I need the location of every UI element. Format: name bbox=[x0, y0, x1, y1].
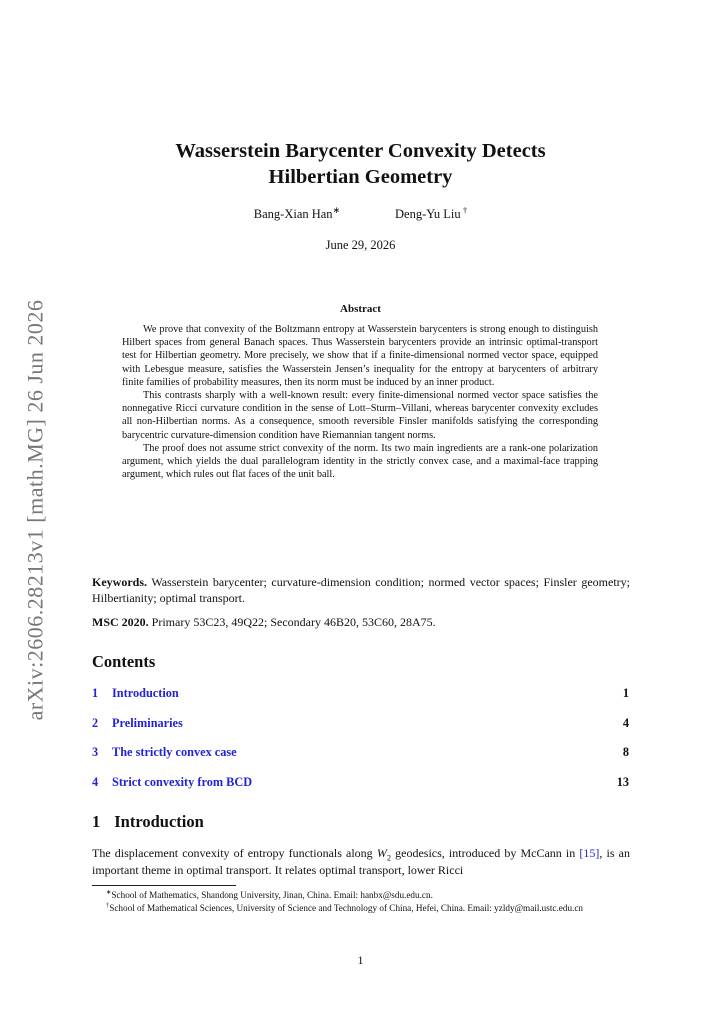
section-title: Introduction bbox=[114, 812, 204, 831]
toc-number: 4 bbox=[92, 774, 99, 789]
arxiv-stamp bbox=[10, 283, 60, 737]
author-2 bbox=[395, 204, 468, 221]
author-2-mark: † bbox=[460, 204, 468, 215]
footnote-1-mark: ∗ bbox=[106, 888, 112, 896]
toc-entry-strictly-convex-case[interactable] bbox=[92, 745, 629, 775]
intro-text-1: The displacement convexity of entropy functionals along bbox=[92, 846, 377, 860]
toc-page: 1 bbox=[622, 686, 629, 700]
toc-link-preliminaries[interactable] bbox=[92, 716, 183, 731]
footnote-1-text: School of Mathematics, Shandong University, Jinan, China. Email: hanbx@sdu.edu.cn. bbox=[111, 890, 433, 900]
section-number: 1 bbox=[92, 812, 101, 831]
toc-number: 2 bbox=[92, 715, 99, 730]
msc-classification bbox=[92, 614, 630, 630]
footnote-1 bbox=[92, 889, 630, 902]
toc-number: 1 bbox=[92, 686, 99, 700]
toc-link-strict-convexity-from-bcd[interactable] bbox=[92, 775, 252, 790]
author-list bbox=[92, 204, 629, 222]
abstract-heading: Abstract bbox=[340, 303, 381, 315]
title-line-2: Hilbertian Geometry bbox=[268, 166, 453, 188]
footnote-rule bbox=[92, 885, 236, 886]
toc-page: 8 bbox=[622, 745, 629, 760]
page-number: 1 bbox=[357, 953, 364, 967]
citation-link[interactable]: [15] bbox=[579, 846, 600, 860]
footnote-2-text: School of Mathematical Sciences, University of Science and Technology of China, Hefei, China. Email: yzldy@mail.ustc.edu.cn bbox=[109, 902, 584, 913]
footnote-2-mark: † bbox=[106, 901, 110, 909]
paper-title bbox=[92, 138, 629, 190]
footnote-2 bbox=[92, 902, 630, 915]
author-1 bbox=[253, 204, 340, 221]
math-w: W bbox=[376, 846, 387, 860]
toc-number: 3 bbox=[92, 745, 99, 760]
intro-paragraph bbox=[92, 845, 630, 879]
section-heading-introduction bbox=[92, 812, 204, 832]
keywords-text: Wasserstein barycenter; curvature-dimension condition; normed vector spaces; Finsler geometry; Hilbertianity; optimal transport. bbox=[92, 575, 630, 605]
toc-page: 4 bbox=[622, 715, 629, 730]
abstract-paragraph-3: The proof does not assume strict convexity of the norm. Its two main ingredients are a rank-one polarization argument, which yields the dual parallelogram identity in the strictly convex case, and a maximal-face trapping argument, which rules out flat faces of the unit ball. bbox=[122, 442, 598, 481]
toc-title: Preliminaries bbox=[112, 715, 183, 730]
toc-title: Introduction bbox=[112, 686, 179, 700]
intro-text-3: , is an important theme in optimal transport. It relates optimal transport, lower Ricci bbox=[92, 846, 630, 877]
toc-title: The strictly convex case bbox=[112, 745, 237, 760]
msc-text: Primary 53C23, 49Q22; Secondary 46B20, 53C60, 28A75. bbox=[151, 615, 436, 629]
keywords-label: Keywords. bbox=[92, 575, 147, 589]
toc-page: 13 bbox=[616, 774, 629, 789]
msc-label: MSC 2020. bbox=[92, 615, 149, 629]
toc-entry-introduction[interactable] bbox=[92, 686, 629, 716]
abstract-paragraph-1: We prove that convexity of the Boltzmann entropy at Wasserstein barycenters is strong enough to distinguish Hilbert spaces from general Banach spaces. Thus Wasserstein barycenters provide an intrinsic optimal-transport test for Hilbertian geometry. More precisely, we show that if a finite-dimensional normed vector space, equipped with Lebesgue measure, satisfies the Wasserstein Jensen’s inequality for the entropy at barycenters of arbitrary finite families of probability measures, then its norm must be induced by an inner product. bbox=[122, 324, 598, 388]
contents-heading: Contents bbox=[92, 652, 156, 671]
author-1-name: Bang-Xian Han bbox=[253, 207, 333, 221]
toc-entry-preliminaries[interactable] bbox=[92, 716, 629, 746]
author-1-mark: ∗ bbox=[332, 204, 340, 215]
intro-text-2: geodesics, introduced by McCann in bbox=[391, 846, 580, 860]
arxiv-stamp-text: arXiv:2606.28213v1 [math.MG] 26 Jun 2026 bbox=[22, 299, 48, 721]
paper-date: June 29, 2026 bbox=[325, 238, 396, 252]
toc-link-introduction[interactable] bbox=[92, 686, 179, 701]
keywords bbox=[92, 574, 630, 606]
toc-title: Strict convexity from BCD bbox=[112, 774, 253, 789]
toc-entry-strict-convexity-from-bcd[interactable] bbox=[92, 775, 629, 805]
table-of-contents bbox=[92, 686, 629, 804]
footnotes bbox=[92, 889, 630, 914]
author-2-name: Deng-Yu Liu bbox=[395, 207, 461, 221]
math-w-subscript: 2 bbox=[386, 853, 391, 863]
abstract-paragraph-2: This contrasts sharply with a well-known result: every finite-dimensional normed vector space satisfies the nonnegative Ricci curvature condition in the sense of Lott–Sturm–Villani, whereas barycenter convexity excludes all non-Hilbertian norms. As a consequence, smooth reversible Finsler manifolds satisfying the corresponding barycentric curvature-dimension condition have Riemannian tangent norms. bbox=[122, 390, 598, 441]
toc-link-strictly-convex-case[interactable] bbox=[92, 745, 237, 760]
title-line-1: Wasserstein Barycenter Convexity Detects bbox=[175, 140, 546, 162]
abstract-body bbox=[122, 323, 598, 481]
